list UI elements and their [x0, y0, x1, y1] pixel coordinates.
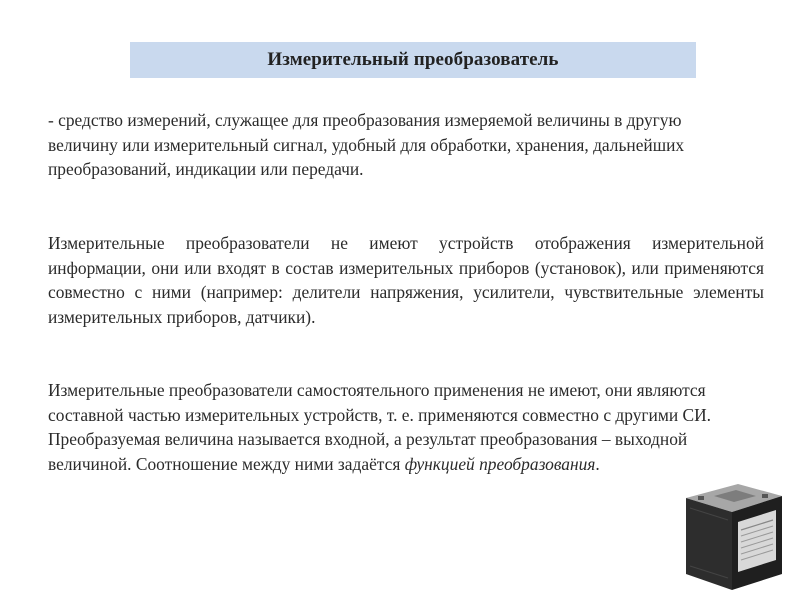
terminal [762, 494, 768, 498]
page-title: Измерительный преобразователь [267, 49, 559, 70]
definition-paragraph: - средство измерений, служащее для преобразования измеряемой величины в другую величину или измерительный сигнал, удобный для обработки, хранения, дальнейших преобразований, индикации или передачи. [48, 110, 685, 179]
title-banner [130, 42, 696, 78]
usage-paragraph [48, 378, 764, 476]
device-side [686, 498, 732, 590]
device-illustration [678, 478, 790, 594]
measuring-transducer-device-icon [678, 478, 790, 594]
usage-end: . [595, 453, 600, 474]
terminal [698, 496, 704, 500]
usage-text: Измерительные преобразователи самостоятельного применения не имеют, они являются составной частью измерительных устройств, т. е. применяются совместно с другими СИ. Преобразуемая величина называется входной, а результат преобразования – выходной величиной. Соотношение между ними задаётся [48, 380, 712, 474]
transfer-function-term: функцией преобразования [404, 453, 596, 474]
description-paragraph: Измерительные преобразователи не имеют устройств отображения измерительной информации, они или входят в состав измерительных приборов (установок), или применяются совместно с ними (например: делители напряжения, усилители, чувствительные элементы измерительных приборов, датчики). [48, 233, 764, 327]
